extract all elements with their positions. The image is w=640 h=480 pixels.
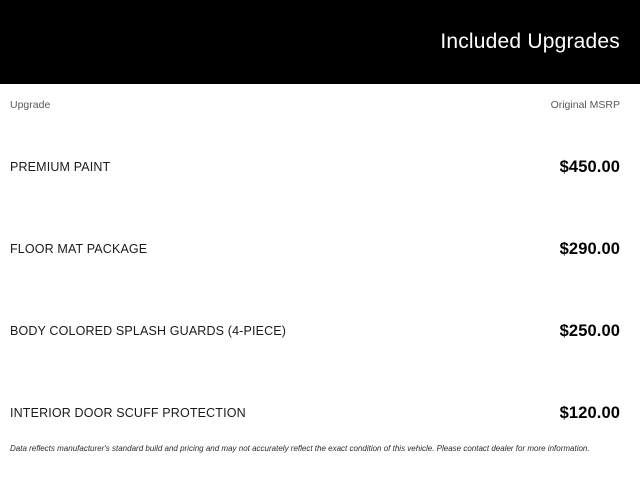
upgrade-name: INTERIOR DOOR SCUFF PROTECTION — [10, 406, 246, 420]
disclaimer-text: Data reflects manufacturer's standard build and pricing and may not accurately reflect the exact condition of this vehicle. Please contact dealer for more information. — [10, 444, 590, 454]
upgrade-name: BODY COLORED SPLASH GUARDS (4-PIECE) — [10, 324, 287, 338]
page-title: Included Upgrades — [440, 30, 620, 53]
column-header-upgrade: Upgrade — [10, 99, 51, 111]
column-header-msrp: Original MSRP — [550, 99, 620, 111]
upgrade-price: $250.00 — [559, 321, 620, 340]
table-rows — [0, 126, 640, 454]
upgrade-name: PREMIUM PAINT — [10, 160, 111, 174]
upgrade-price: $120.00 — [559, 403, 620, 422]
upgrade-price: $450.00 — [559, 157, 620, 176]
table-row — [0, 126, 640, 208]
table-row — [0, 372, 640, 454]
table-column-headers — [0, 84, 640, 126]
upgrades-table — [0, 84, 640, 480]
upgrade-name: FLOOR MAT PACKAGE — [10, 242, 148, 256]
upgrade-price: $290.00 — [559, 239, 620, 258]
page-header — [0, 0, 640, 84]
table-row — [0, 208, 640, 290]
table-row — [0, 290, 640, 372]
